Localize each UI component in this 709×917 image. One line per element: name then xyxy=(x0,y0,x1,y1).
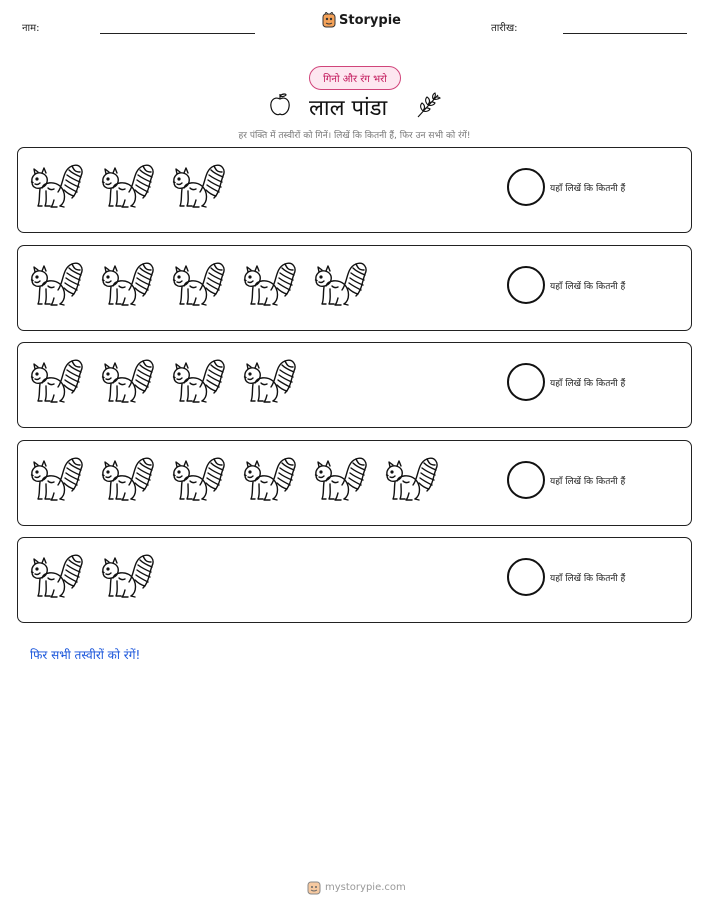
answer-label: यहाँ लिखें कि कितनी हैं xyxy=(550,184,626,194)
title-row xyxy=(0,90,709,124)
red-panda-drawing-icon[interactable] xyxy=(312,260,368,310)
red-panda-drawing-icon[interactable] xyxy=(170,455,226,505)
red-panda-drawing-icon[interactable] xyxy=(99,455,155,505)
red-panda-drawing-icon[interactable] xyxy=(99,357,155,407)
storypie-logo-icon xyxy=(322,12,336,28)
date-line[interactable] xyxy=(563,33,687,34)
red-panda-drawing-icon[interactable] xyxy=(170,260,226,310)
apple-icon xyxy=(268,92,292,118)
leaf-sprig-icon xyxy=(414,90,444,120)
red-panda-drawing-icon[interactable] xyxy=(99,260,155,310)
date-label: तारीख: xyxy=(491,23,518,34)
red-panda-drawing-icon[interactable] xyxy=(241,357,297,407)
footer-note: फिर सभी तस्वीरों को रंगें! xyxy=(30,648,141,662)
answer-circle[interactable] xyxy=(507,363,545,401)
footer-site xyxy=(307,880,406,895)
counting-row xyxy=(17,537,692,623)
answer-label: यहाँ लिखें कि कितनी हैं xyxy=(550,379,626,389)
answer-circle[interactable] xyxy=(507,558,545,596)
answer-circle[interactable] xyxy=(507,168,545,206)
answer-label: यहाँ लिखें कि कितनी हैं xyxy=(550,477,626,487)
answer-circle[interactable] xyxy=(507,461,545,499)
counting-row xyxy=(17,440,692,526)
answer-label: यहाँ लिखें कि कितनी हैं xyxy=(550,574,626,584)
figure-group xyxy=(28,552,155,602)
counting-row xyxy=(17,245,692,331)
storypie-logo xyxy=(322,12,401,28)
figure-group xyxy=(28,455,439,505)
answer-circle[interactable] xyxy=(507,266,545,304)
answer-label: यहाँ लिखें कि कितनी हैं xyxy=(550,282,626,292)
red-panda-drawing-icon[interactable] xyxy=(28,260,84,310)
red-panda-drawing-icon[interactable] xyxy=(99,162,155,212)
red-panda-drawing-icon[interactable] xyxy=(28,552,84,602)
red-panda-drawing-icon[interactable] xyxy=(383,455,439,505)
red-panda-drawing-icon[interactable] xyxy=(170,162,226,212)
activity-badge: गिनो और रंग भरो xyxy=(309,66,401,90)
footer-site-text[interactable]: mystorypie.com xyxy=(325,882,406,893)
counting-row xyxy=(17,147,692,233)
red-panda-drawing-icon[interactable] xyxy=(241,260,297,310)
instructions-text: हर पंक्ति में तस्वीरों को गिनें। लिखें कि कितनी हैं, फिर उन सभी को रंगें! xyxy=(238,131,471,141)
figure-group xyxy=(28,162,226,212)
figure-group xyxy=(28,260,368,310)
red-panda-drawing-icon[interactable] xyxy=(170,357,226,407)
red-panda-drawing-icon[interactable] xyxy=(312,455,368,505)
red-panda-drawing-icon[interactable] xyxy=(241,455,297,505)
storypie-footer-icon xyxy=(307,880,321,895)
red-panda-drawing-icon[interactable] xyxy=(28,455,84,505)
brand-name: Storypie xyxy=(339,12,401,28)
red-panda-drawing-icon[interactable] xyxy=(99,552,155,602)
red-panda-drawing-icon[interactable] xyxy=(28,357,84,407)
name-line[interactable] xyxy=(100,33,255,34)
figure-group xyxy=(28,357,297,407)
red-panda-drawing-icon[interactable] xyxy=(28,162,84,212)
counting-row xyxy=(17,342,692,428)
worksheet-header xyxy=(0,0,709,50)
name-label: नाम: xyxy=(22,23,40,34)
worksheet-title: लाल पांडा xyxy=(309,96,388,121)
